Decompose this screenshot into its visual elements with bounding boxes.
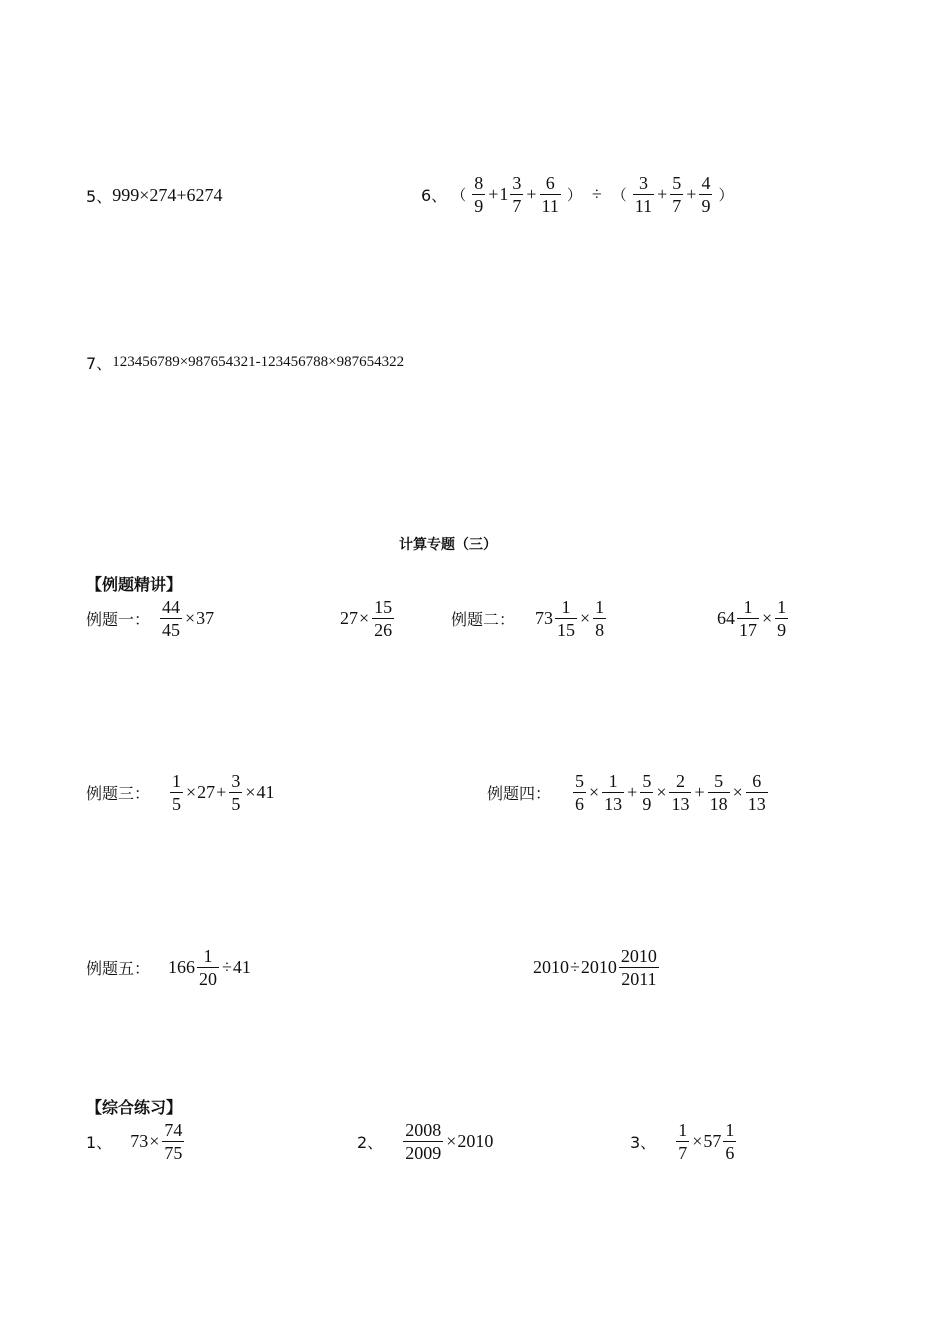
denominator: 7 [672, 196, 682, 216]
numerator: 1 [203, 946, 213, 966]
fraction [540, 173, 561, 216]
problem-7-expression: 123456789×987654321-123456788×987654322 [112, 354, 405, 370]
fraction [640, 771, 653, 814]
times-sign: × [245, 782, 256, 802]
whole-number: 64 [717, 608, 735, 628]
example-5-label: 例题五： [86, 959, 151, 978]
denominator: 45 [162, 620, 181, 640]
numerator: 74 [164, 1120, 183, 1140]
fraction [602, 771, 624, 814]
numerator: 2 [675, 771, 685, 791]
problem-6 [421, 173, 737, 216]
numerator: 3 [231, 771, 241, 791]
numerator: 6 [752, 771, 762, 791]
example-1 [86, 597, 214, 640]
denominator: 9 [642, 794, 652, 814]
denominator: 6 [575, 794, 585, 814]
fraction [170, 771, 183, 814]
numerator: 5 [672, 173, 682, 193]
numerator: 1 [172, 771, 182, 791]
practice-3 [630, 1120, 738, 1163]
fraction [699, 173, 712, 216]
number: 2010 [457, 1131, 494, 1151]
example-2 [451, 597, 608, 640]
numerator: 2008 [405, 1120, 442, 1140]
example-4 [487, 771, 770, 814]
close-paren: ） [718, 186, 734, 204]
denominator: 7 [512, 196, 522, 216]
example-5 [86, 946, 251, 989]
fraction [633, 173, 654, 216]
fraction [197, 946, 219, 989]
plus-sign: + [694, 782, 705, 802]
numerator: 1 [777, 597, 787, 617]
plus-sign: + [526, 184, 537, 204]
whole-number: 2010 [580, 957, 617, 977]
number: 27 [197, 782, 216, 802]
divide-sign: ÷ [591, 184, 602, 204]
numerator: 5 [714, 771, 724, 791]
times-sign: × [185, 608, 196, 628]
numerator: 5 [642, 771, 652, 791]
fraction [669, 771, 691, 814]
denominator: 9 [777, 620, 787, 640]
denominator: 17 [739, 620, 757, 640]
denominator: 13 [604, 794, 623, 814]
whole-number: 166 [168, 957, 196, 977]
numerator: 1 [608, 771, 618, 791]
times-sign: × [186, 782, 197, 802]
times-sign: × [732, 782, 743, 802]
plus-sign: + [686, 184, 697, 204]
denominator: 9 [701, 196, 711, 216]
number: 41 [232, 957, 251, 977]
number: 37 [196, 608, 215, 628]
denominator: 2009 [405, 1143, 442, 1163]
times-sign: × [692, 1131, 703, 1151]
number: 27 [340, 608, 358, 628]
denominator: 26 [374, 620, 393, 640]
denominator: 9 [474, 196, 484, 216]
fraction [775, 597, 788, 640]
denominator: 15 [557, 620, 576, 640]
number: 73 [130, 1131, 149, 1151]
fraction [472, 173, 485, 216]
practice-heading: 【综合练习】 [86, 1098, 183, 1117]
times-sign: × [762, 608, 773, 628]
numerator: 1 [743, 597, 753, 617]
practice-1 [86, 1120, 186, 1163]
fraction [229, 771, 242, 814]
section-title: 计算专题（三） [399, 537, 497, 553]
problem-6-label: 6、 [421, 186, 448, 205]
fraction [372, 597, 394, 640]
fraction [573, 771, 586, 814]
denominator: 6 [725, 1143, 735, 1163]
whole-number: 73 [535, 608, 554, 628]
denominator: 13 [671, 794, 690, 814]
problem-5-expression: 999×274+6274 [112, 185, 223, 205]
times-sign: × [656, 782, 667, 802]
problem-7-label: 7、 [86, 354, 113, 373]
problem-5-label: 5、 [86, 187, 113, 206]
plus-sign: + [627, 782, 638, 802]
problem-5 [86, 184, 223, 207]
denominator: 5 [172, 794, 182, 814]
fraction [162, 1120, 184, 1163]
fraction [619, 946, 659, 989]
practice-3-label: 3、 [630, 1133, 657, 1152]
numerator: 8 [474, 173, 484, 193]
numerator: 4 [701, 173, 711, 193]
denominator: 8 [595, 620, 605, 640]
numerator: 44 [162, 597, 181, 617]
numerator: 1 [725, 1120, 735, 1140]
fraction [160, 597, 182, 640]
plus-sign: + [657, 184, 668, 204]
whole-number: 1 [499, 184, 509, 204]
example-2-label: 例题二： [451, 610, 516, 629]
fraction [555, 597, 577, 640]
times-sign: × [446, 1131, 457, 1151]
denominator: 18 [709, 794, 728, 814]
numerator: 2010 [620, 946, 657, 966]
example-5b [533, 946, 661, 989]
example-1b [340, 597, 396, 640]
whole-number: 57 [703, 1131, 722, 1151]
numerator: 3 [638, 173, 648, 193]
example-3 [86, 771, 274, 814]
fraction [403, 1120, 443, 1163]
divide-sign: ÷ [570, 957, 580, 977]
denominator: 7 [678, 1143, 688, 1163]
numerator: 5 [575, 771, 585, 791]
numerator: 3 [512, 173, 522, 193]
numerator: 1 [678, 1120, 688, 1140]
example-1-label: 例题一： [86, 610, 151, 629]
open-paren: （ [611, 186, 627, 204]
numerator: 1 [561, 597, 571, 617]
open-paren: （ [451, 186, 467, 204]
practice-2-label: 2、 [357, 1133, 384, 1152]
fraction [676, 1120, 689, 1163]
divide-sign: ÷ [222, 957, 232, 977]
numerator: 6 [545, 173, 555, 193]
denominator: 75 [164, 1143, 183, 1163]
practice-2 [357, 1120, 493, 1163]
fraction [670, 173, 683, 216]
denominator: 11 [541, 196, 559, 216]
example-4-label: 例题四： [487, 784, 552, 803]
fraction [723, 1120, 736, 1163]
example-2b [717, 597, 790, 640]
plus-sign: + [216, 782, 227, 802]
times-sign: × [589, 782, 600, 802]
fraction [737, 597, 759, 640]
practice-1-label: 1、 [86, 1133, 113, 1152]
problem-7 [86, 351, 404, 374]
number: 41 [256, 782, 275, 802]
fraction [593, 597, 606, 640]
example-3-label: 例题三： [86, 784, 151, 803]
fraction [510, 173, 523, 216]
denominator: 11 [634, 196, 653, 216]
close-paren: ） [566, 186, 582, 204]
times-sign: × [359, 608, 370, 628]
number: 2010 [533, 957, 569, 977]
examples-heading: 【例题精讲】 [86, 575, 183, 594]
denominator: 20 [199, 969, 218, 989]
fraction [708, 771, 730, 814]
plus-sign: + [488, 184, 499, 204]
numerator: 15 [374, 597, 393, 617]
denominator: 13 [747, 794, 766, 814]
numerator: 1 [595, 597, 605, 617]
denominator: 2011 [621, 969, 657, 989]
fraction [746, 771, 768, 814]
times-sign: × [580, 608, 591, 628]
denominator: 5 [231, 794, 241, 814]
times-sign: × [149, 1131, 160, 1151]
